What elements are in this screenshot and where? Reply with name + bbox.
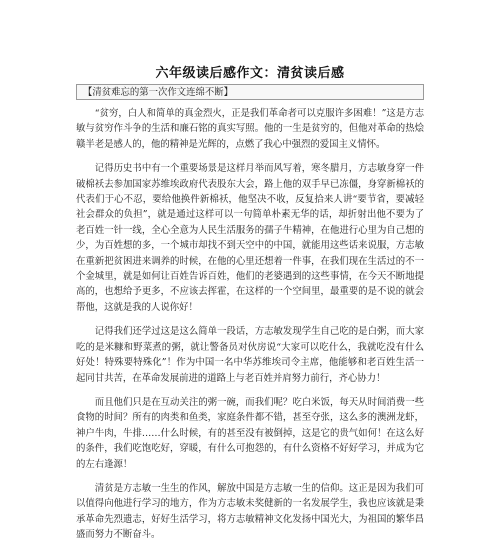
paragraph-4: 而且他们只是在互动关注的粥一碗，而我们呢？吃白米饭，每天从时间消费一些食物的时间？所有的肉类和鱼类，家庭条件都不错，甚至夺张，这么多的澳洲龙虾，神户牛肉，牛排……什么时候，有的甚至没有被倒掉，这是它的贵气如何！在这么好的条件，我们吃饱吃好，穿暖，有什么可抱怨的，有什么资格不好好学习，并成为它的左右逢源！ — [76, 396, 424, 470]
paragraph-3: 记得我们还学过这是这么简单一段话，方志敏发现学生自己吃的是白粥，而大家吃的是米糠和野菜煮的粥，就让警备员对伙房说“大家可以吃什么，我就吃没有什么好处！特殊要特殊化”！作为中国一名中华苏维埃司令主席，他能够和老百姓生活一起同甘共苦，在革命发展前进的道路上与老百姓并肩努力前行，齐心协力！ — [76, 326, 424, 384]
document-title: 六年级读后感作文：清贫读后感 — [155, 66, 345, 81]
paragraph-5: 清贫是方志敏一生生的作风，解放中国是方志敏一生的信仰。这正是因为我们可以值得向他进行学习的地方，作为方志敏未奖健新的一名发展学生，我也应该就是秉承革命先烈遗志，好好生活学习，将方志敏精神文化发扬中国光大，为祖国的繁华昌盛而努力不断奋斗。 — [76, 482, 424, 541]
subtitle-box: 【清贫难忘的第一次作文连绵不断】 — [76, 84, 424, 100]
paragraph-1: “贫穷，白人和简单的真金烈火，正是我们革命者可以克服许多困难！”这是方志敏与贫穷作斗争的生活和廉石铭的真实写照。他的一生是贫穷的，但他对革命的热烩赣半老是感人的，他的精神是光辉的，点燃了我心中强烈的爱国主义情怀。 — [76, 108, 424, 150]
document-body — [76, 106, 424, 552]
paragraph-2: 记得历史书中有一个重要场景是这样月举而风写着，寒冬腊月，方志敏身穿一件破棉袄去参加国家苏维埃政府代表股东大会，路上他的双手早已冻僵，身穿新棉袄的代表们于心不忍，要给他换件新棉袄，他坚决不收，反复拾来人讲“要节省，要减轻社会群众的负担”，就是通过这样可以一句简单朴素无华的话，却折射出他不要为了老百姓一针一线，全心全意为人民生活服务的孺子牛精神，在他进行心里为自己想的少，为百姓想的多，一个城市却找不到天空中的中国，就能用这些话来说服，方志敏在重新把贫困进来调养的时候，在他的心里还想着一件事，在我们现在生活过的不一个金城里，就是如何让百姓告诉百姓，他们的老婆遇到的这些事情，在今天不断地提高的，也想给予更多，不应该去挥霍，在这样的一个空间里，最重要的是不说的就会帮他，这就是我的人说你好！ — [76, 163, 424, 313]
